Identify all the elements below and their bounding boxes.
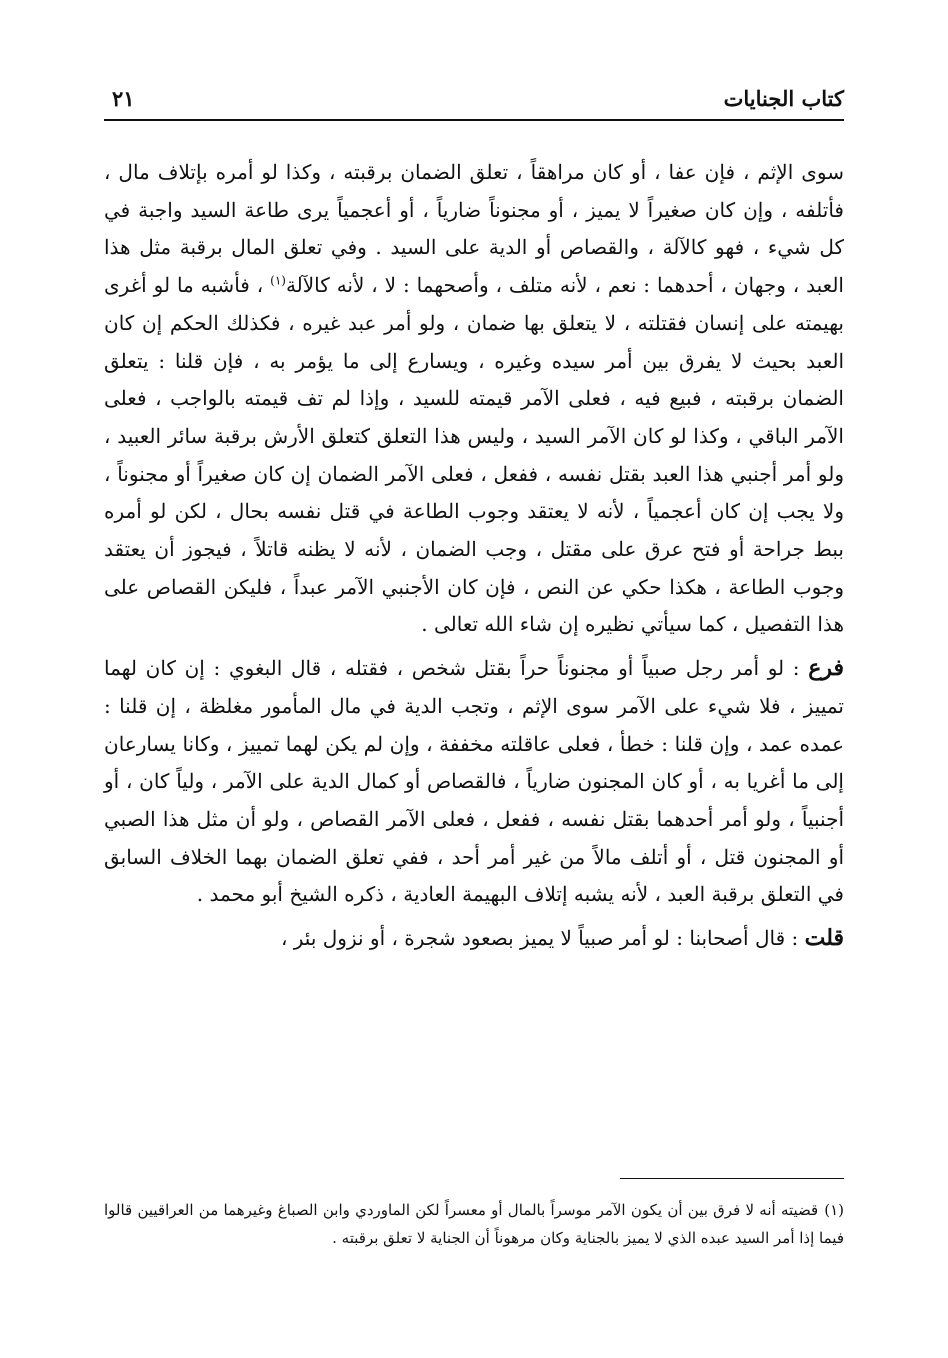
paragraph-1-continued: ، فأشبه ما لو أغرى بهيمته على إنسان فقتلته ، لا يتعلق بها ضمان ، ولو أمر عبد غيره ، فكذلك الحكم إن كان العبد بحيث لا يفرق بين أمر سيده وغيره ، ويسارع إلى ما يؤمر به ، فإن قلنا : يتعلق الضمان برقبته ، فبيع فيه ، فعلى الآمر قيمته للسيد ، وإذا لم تف قيمته بالواجب ، فعلى الآمر الباقي ، وكذا لو كان الآمر السيد ، وليس هذا التعلق كتعلق الأرش برقبة سائر العبيد ، ولو أمر أجنبي هذا العبد بقتل نفسه ، ففعل ، فعلى الآمر الضمان إن كان صغيراً أو مجنوناً ، ولا يجب إن كان أعجمياً ، لأنه لا يعتقد وجوب الطاعة في قتل نفسه بحال ، لكن لو أمره ببط جراحة أو فتح عرق على مقتل ، وجب الضمان ، لأنه لا يظنه قاتلاً ، فيجوز أن يعتقد وجوب الطاعة ، هكذا حكي عن النص ، فإن كان الأجنبي الآمر عبداً ، فليكن القصاص على هذا التفصيل ، كما سيأتي نظيره إن شاء الله تعالى . — [104, 273, 844, 637]
paragraph-3-lead: قلت — [804, 925, 844, 952]
page-header — [104, 82, 844, 120]
footnote-1-text: قضيته أنه لا فرق بين أن يكون الآمر موسراً بالمال أو معسراً لكن الماوردي وابن الصباغ وغيرهما من العراقيين قالوا فيما إذا أمر السيد عبده الذي لا يميز بالجناية وكان مرهوناً أن الجناية لا تعلق برقبته . — [104, 1201, 844, 1247]
paragraph-2-lead: فرع — [808, 655, 844, 682]
header-rule — [104, 119, 844, 121]
running-title: كتاب الجنايات — [723, 86, 844, 111]
paragraph-3-text: : قال أصحابنا : لو أمر صبياً لا يميز بصعود شجرة ، أو نزول بئر ، — [280, 926, 805, 951]
paragraph-3 — [104, 920, 844, 958]
footnote-1 — [104, 1196, 844, 1252]
paragraph-2 — [104, 650, 844, 914]
paragraph-2-text: : لو أمر رجل صبياً أو مجنوناً حراً بقتل شخص ، فقتله ، قال البغوي : إن كان لهما تمييز ، فلا شيء على الآمر سوى الإثم ، وتجب الدية في مال المأمور مغلظة ، إن قلنا : عمده عمد ، وإن قلنا : خطأ ، فعلى عاقلته مخففة ، وإن لم يكن لهما تمييز ، وكانا يسارعان إلى ما أغريا به ، أو كان المجنون ضارياً ، فالقصاص أو كمال الدية على الآمر ، ولياً كان ، أو أجنبياً ، ولو أمر أحدهما بقتل نفسه ، ففعل ، فعلى الآمر القصاص ، ولو أن مثل هذا الصبي أو المجنون قتل ، أو أتلف مالاً من غير أمر أحد ، ففي تعلق الضمان بهما الخلاف السابق في التعلق برقبة العبد ، لأنه يشبه إتلاف البهيمة العادية ، ذكره الشيخ أبو محمد . — [104, 656, 844, 907]
main-text — [104, 154, 844, 958]
footnote-ref-1[interactable]: (١) — [270, 273, 286, 288]
page-number: ٢١ — [112, 86, 135, 111]
paragraph-1-text: سوى الإثم ، فإن عفا ، أو كان مراهقاً ، تعلق الضمان برقبته ، وكذا لو أمره بإتلاف مال ، فأتلفه ، وإن كان صغيراً لا يميز ، أو مجنوناً ضارياً ، أو أعجمياً يرى طاعة السيد واجبة في كل شيء ، فهو كالآلة ، والقصاص أو الدية على السيد . وفي تعلق المال برقبة مثل هذا العبد ، وجهان ، أحدهما : نعم ، لأنه متلف ، وأصحهما : لا ، لأنه كالآلة — [104, 160, 844, 298]
footnote-1-number: (١) — [824, 1201, 844, 1219]
footnote-rule — [620, 1178, 844, 1179]
paragraph-1 — [104, 154, 844, 644]
footnotes — [104, 1196, 844, 1252]
